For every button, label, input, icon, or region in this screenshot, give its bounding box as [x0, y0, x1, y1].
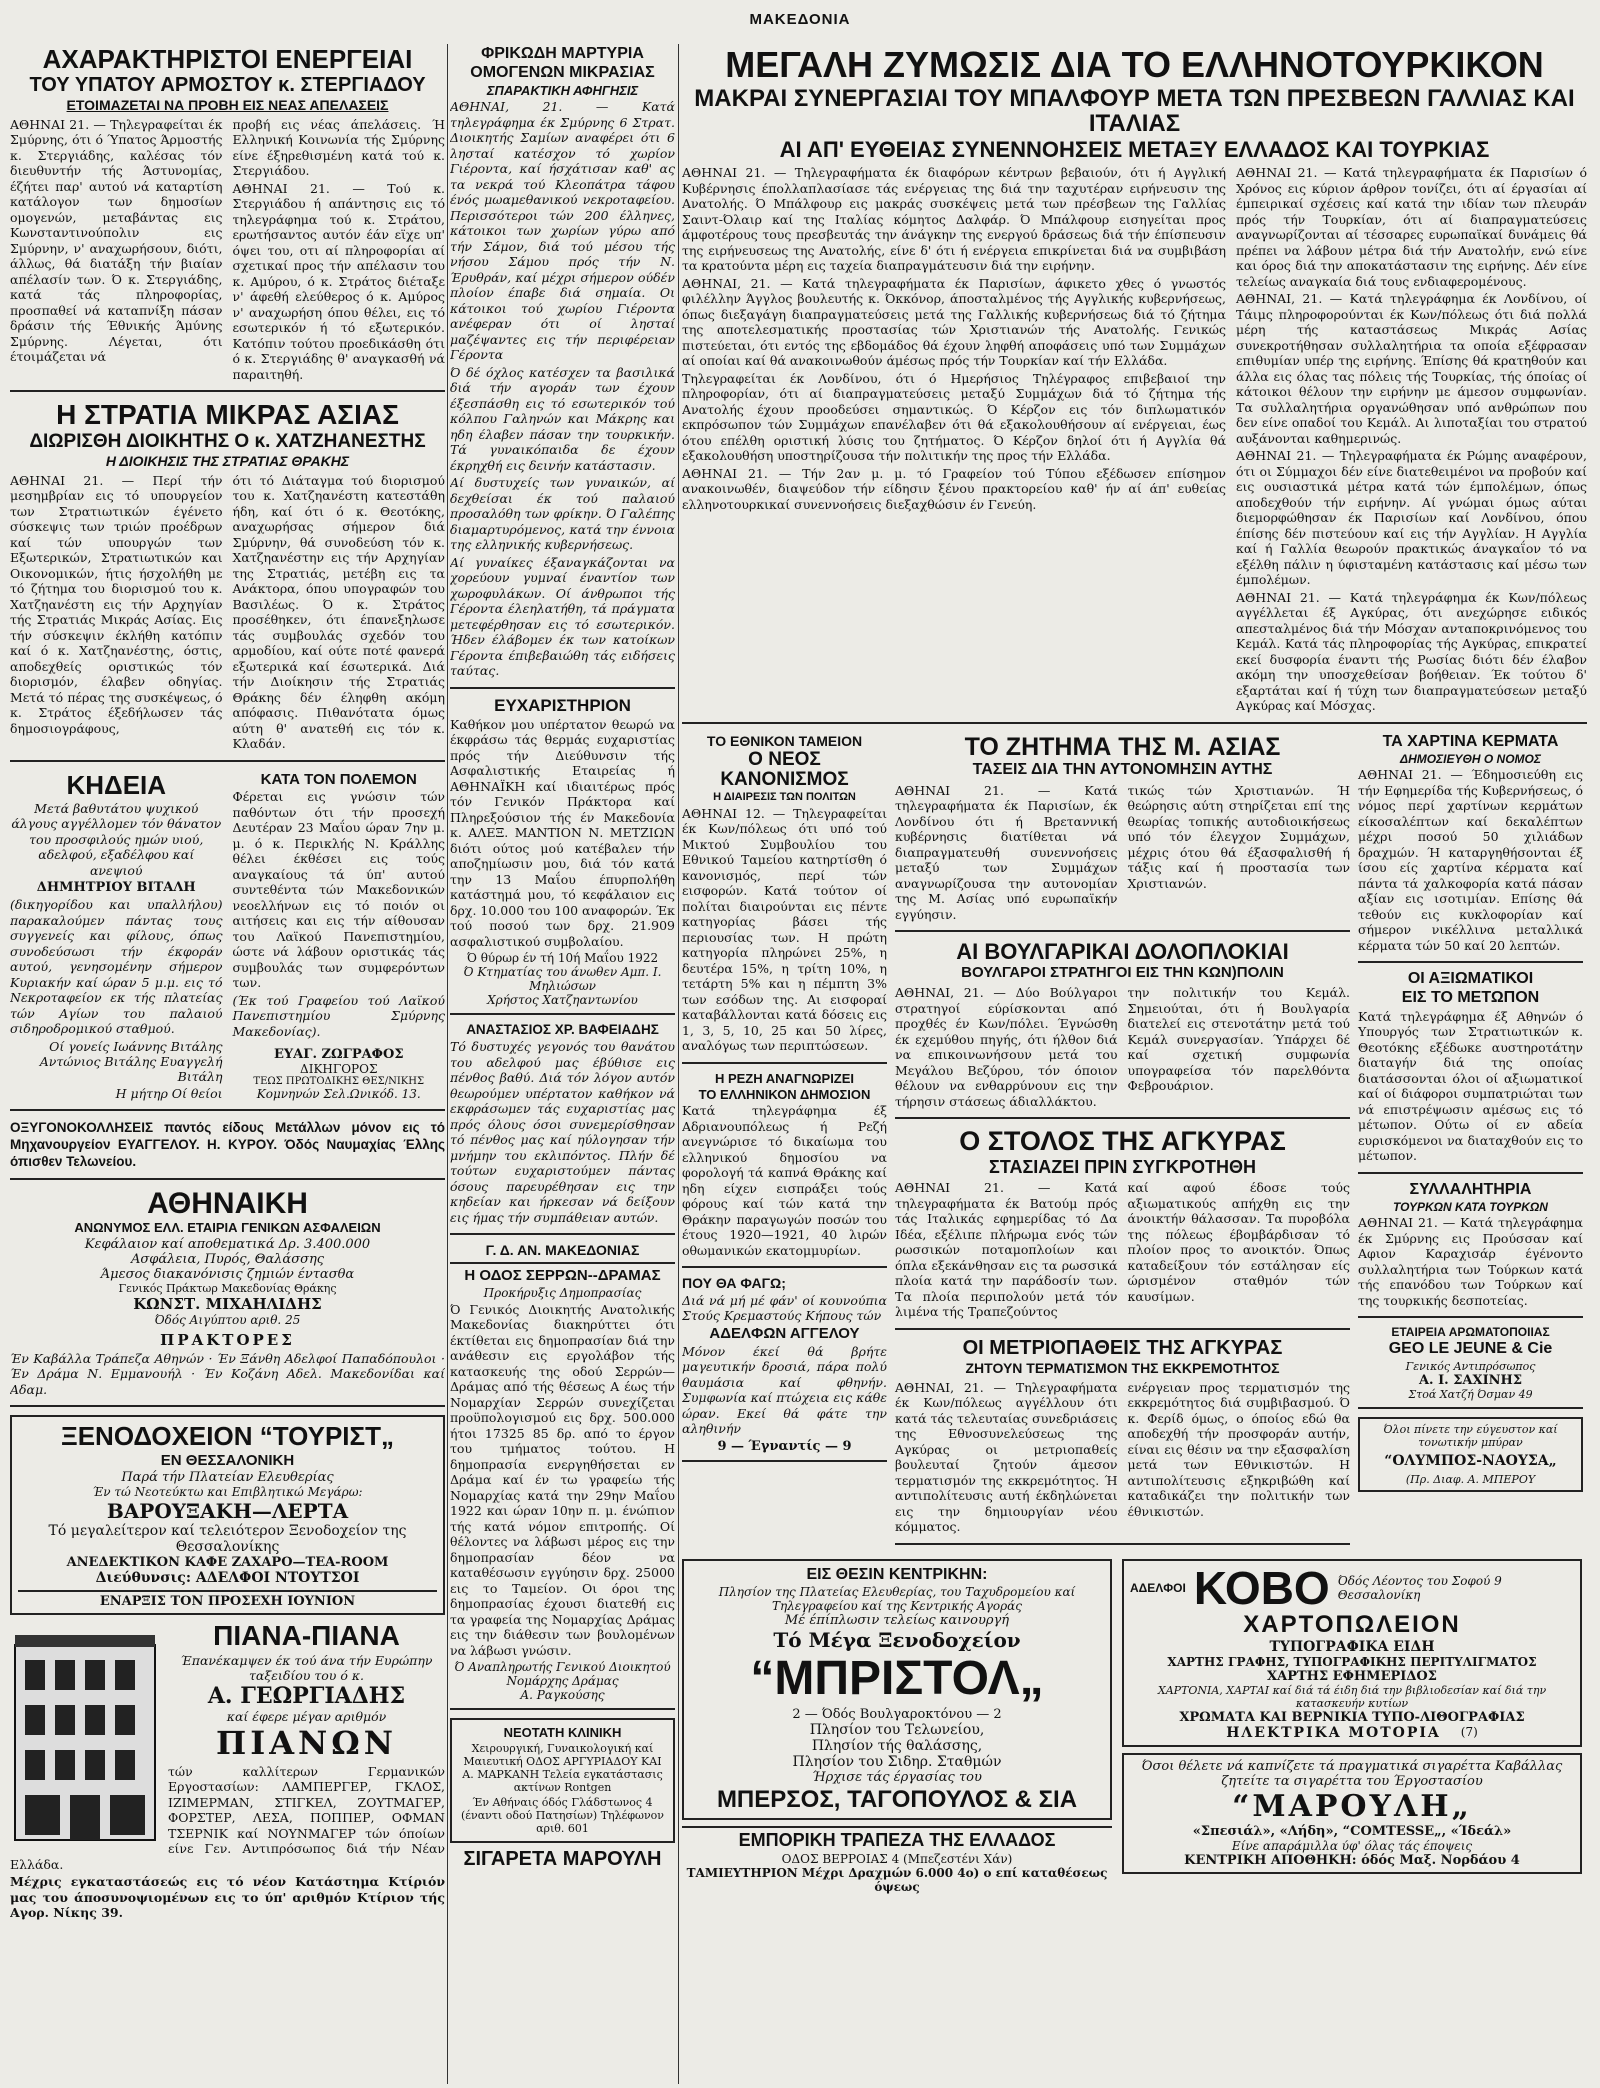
article-bulgarian-intrigues — [895, 940, 1350, 1119]
headline: ΤΟ ΕΛΛΗΝΙΚΟΝ ΔΗΜΟΣΙΟΝ — [698, 1086, 871, 1102]
article-text: Αί δυστυχείς των γυναικών, αί δεχθείσαι έκ τού παλαιού προσαλόθη των φρίκην. Ό Γαλέπης διαμαρτυρόμενος, κατά την έννοια της ελληνικής κυβερνήσεως. — [450, 475, 675, 553]
article-text: Τηλεγραφείται έκ Λονδίνου, ότι ό Ημερήσιος Τηλέγραφος επιβεβαιοί την πληροφορίαν, ότι αί διαπραγματεύσεις μεταξύ Συμμάχων διά τό ζήτημα τής Ανατολής έχουν προοδεύσει σημαντικώς. Ό Κέρζον εις τόν διπλωματικόν εκπρόσωπον τών Συμμάχων επανέλαβεν ότι θά εξακολουθήσουν αί ενέργειαι, έως ότου επέλθη οριστική λύσις του ζητήματος. Ό Κέρζον δηλοί ότι ή Αγγλία θά εξακολουθήση υποστηρίζουσα τήν πολιτικήν της προς τήν Ελλάδα. — [682, 370, 1227, 464]
lawyer-title: ΔΙΚΗΓΟΡΟΣ — [300, 1062, 378, 1077]
article-text: ότι τό Διάταγμα τού διορισμού του κ. Χατζηανέστη κατεστάθη ήδη, καί ότι ό κ. Θεοτόκης, αναχωρήσας σήμερον διά Σμύρνην, θά συνοδεύση τόν κ. Χατζηανέστην εις τήν Αρχηγίαν της Στρατιάς, μετέβη εις τα Ανάκτορα, όπου υπογραφών του Βασιλέως. Ό κ. Στράτος προσέθηκεν, ότι έπανεξηλωσε τάς συμβουλάς σχεδόν του αρμοδίου, καί ούτε ποτέ φανερά εξωτερικά καί έσωτερικά. Διά τήν Διοίκησιν τής Στρατιάς Θράκης δέν έληφθη ακόμη απόφασις. Πιθανότατα όμως αύτη θ' ανατεθή εις τόν κ. Κλαδάν. — [232, 472, 445, 751]
ad-name: “ΟΛΥΜΠΟΣ-ΝΑΟΥΣΑ„ — [1384, 1452, 1557, 1469]
article-ankara-moderates — [895, 1338, 1350, 1545]
article-army-asia-minor — [10, 400, 445, 761]
subcolumn-a — [682, 732, 887, 1553]
signature: Ό Αναπληρωτής Γενικού Διοικητού Νομάρχης Δράμας — [454, 1660, 671, 1689]
article-text: ΑΘΗΝΑΙ 21. — Κατά τηλεγραφήματα έκ Παρισίων ό Χρόνος εις κύριον άρθρον τονίζει, ότι αί έργασίαι αί έμπειρικαί σχέσεις καί κατά την ιδίαν των πλευράν πρός τήν Τουρκίαν, ότι αί διαπραγματεύσεις αναγνωρίζονται αί τέσσαρες ευρωπαϊκαί δυνάμεις θά πρέπει να λάβουν μέτρα διά τήν Ανατολήν, ενώ είνε και όρος διά την αποκατάστασιν της ειρήνης. Δέν είνε τελείως αναγκαία διά τους ενδιαφερομένους. — [1236, 165, 1587, 289]
signature: Οί γονείς Ιωάννης Βιτάλης Αντώνιος Βιτάλης Ευαγγελή Βιτάλη — [39, 1038, 223, 1084]
lawyer-address: Κομνηνών Σελ.Ωνικόδ. 13. — [256, 1087, 421, 1102]
column-left — [10, 44, 445, 2084]
article-ankara-fleet — [895, 1127, 1350, 1330]
ad-subtitle: ΠΡΑΚΤΟΡΕΣ — [160, 1330, 295, 1349]
headline: ΟΜΟΓΕΝΩΝ ΜΙΚΡΑΣΙΑΣ — [470, 63, 655, 81]
ad-name: ΑΔΕΛΦΩΝ ΑΓΓΕΛΟΥ — [709, 1324, 860, 1342]
article-text: ΑΘΗΝΑΙ, 21. — Κατά τηλεγράφημα έκ Σμύρνης 6 Στρατ. Διοικητής Σαμίων αναφέρει ότι 6 λησταί κατέσχον τό χωρίον Γιέροντα, καί ήσχάτισαν καθ' ας τα νεκρά τού Κλεοπάτρα τάφου ένός μωαμεθανικού νεκροταφείου. Περισσότεροι τών 200 έλληνες, κάτοικοι των χωρίων γύρω από τήν Σάμον, διά τού μέσου τής νήσου Σάμου πρός τήν Ν. Έρυθράν, καί μέχρι σήμερον ούδέν πλοίον έπαβε διά σημαία. Οι κάτοικοι τού χωρίου Γιέροντα ανέφεραν ότι οί λησταί μαζέψαντες εις τήν περιφέρειαν Γέροντα — [450, 99, 675, 363]
headline: ΤΑ ΧΑΡΤΙΝΑ ΚΕΡΜΑΤΑ — [1382, 732, 1559, 750]
headline: ΜΕΓΑΛΗ ΖΥΜΩΣΙΣ ΔΙΑ ΤΟ ΕΛΛΗΝΟΤΟΥΡΚΙΚΟΝ — [725, 44, 1544, 85]
notice-text: Τό δυστυχές γεγονός του θανάτου του αδελφού μας έβύθισε εις πένθος βαθύ. Διά τόν λόγον αυτόν θεωρούμεν υπέρτατον καθήκον νά εκφράσωμεν τάς ευχαριστίας μας πρός όλους όσοι συνεμερίσθησαν τό πένθος μας καί ηύλογησαν τήν μνήμην του εκλιπόντος. Πλήν δέ τούτων ευχαριστούμεν πάντας όσους παρευρέθησαν εις την κηδείαν και ήρκεσαν νά δείξουν εις ήμας τήν συμπάθειαν αυτών. — [450, 1039, 675, 1225]
ad-title: ΞΕΝΟΔΟΧΕΙΟΝ “ΤΟΥΡΙΣΤ„ — [60, 1421, 395, 1452]
article-text: ΑΘΗΝΑΙ, 21. — Κατά τηλεγράφημα έκ Λονδίνου, οί Τάιμς πληροφορούνται έκ Κων/πόλεως ότι διά πολλά μέρη τής καταστάσεως Μικράς Ασίας συνεκροτήθησαν συλλαλητήρια τα οποία εξέφρασαν επιθυμίαν υπέρ της ειρήνης. Έπίσης θά κρατηθούν και άλλα εις όλας τας πόλεις τής Τουρκίας, τής όποίας οί κάτοικοι θέλουν την ειρήνην με άμεσον συμφωνίαν. Τα συλλαλητήρια οργανώθησαν υπό ανθρώπων που δεν είνε οπαδοί του Κεμάλ. Αι λιποταξίαι του στρατού αυξάνονται καθημερινώς. — [1236, 291, 1587, 446]
article-text: ΑΘΗΝΑΙ 21. — Κατά τηλεγραφήματα έκ Παρισίων, έκ Λονδίνου ότι ή Βρεταννική κυβέρνησις διατίθεται νά διαπραγματευθή συνεννοήσεις μεταξύ των Συμμάχων αναγνωρίζουσα την αυτονομίαν της Μ. Ασίας υπό ευρωπαϊκήν εγγύησιν. — [895, 782, 1118, 922]
article-paper-coins — [1358, 734, 1583, 963]
ad-text: Τό Μέγα Ξενοδοχείον — [773, 1628, 1021, 1653]
headline: ΑΙ ΒΟΥΛΓΑΡΙΚΑΙ ΔΟΛΟΠΛΟΚΙΑΙ — [956, 939, 1289, 965]
article-text: ΑΘΗΝΑΙ 12. — Τηλεγραφείται έκ Κων/πόλεως ότι υπό τού Μικτού Συμβουλίου του Εθνικού Ταμείου κατηρτίσθη ό κανονισμός, περί τών εισφορών. Κατά τούτον οί πολίται διαιρούνται εις πέντε κατηγορίας βάσει τής περιουσίας των. Η πρώτη κατηγορία πληρώνει 25%, η δευτέρα 15%, η τρίτη 10%, η τετάρτη 5% και η πέμπτη 3% των εσόδων της. Αι εισφοραί καταβάλλονται κατά δόσεις εις 1, 3, 5, 10, 25 και 50 λίρες, αναλόγως των περιπτώσεων. — [682, 805, 887, 1054]
column-rule — [678, 44, 679, 2084]
ad-title: ΕΤΑΙΡΕΙΑ ΑΡΩΜΑΤΟΠΟΙΙΑΣ — [1391, 1325, 1550, 1340]
notice-text: Καθήκον μου υπέρτατον θεωρώ να έκφράσω τάς θερμάς ευχαριστίας πρός τήν Διεύθυνσιν τής Ασφαλιστικής Εταιρείας ή ΑΘΗΝΑΪΚΗ καί ιδιαιτέρως πρός τόν Γενικόν Πράκτορα καί Πληρεξούσιον τής έν Μακεδονία κ. ΑΛΕΞ. ΜΑΝΤΙΟΝ Ν. ΜΕΤΖΙΩΝ διότι ούτος μού κατέβαλεν τήν αποζημίωσιν μου, διά τόν κατά την 13 Μαΐου έπυρπολήθη κατάστημά μου, τό κεφάλαιον εις δρχ. 10.000 του 100 αναφορών. Έκ τού ποσού των δρχ. 21.909 ασφαλιστικού συμβολαίου. — [450, 716, 675, 949]
ad-text: Χειρουργική, Γυναικολογική καί Μαιευτική ΟΔΟΣ ΑΡΓΥΡΙΑΔΟΥ ΚΑΙ Α. ΜΑΡΚΑΝΗ Τελεία εγκατάστασις ακτίνων Rontgen — [462, 1741, 663, 1794]
notice-text: Μετά βαθυτάτου ψυχικού άλγους αγγέλλομεν τόν θάνατον του προσφιλούς ημών υιού, αδελφού, εξαδέλφου καί ανεψιού — [11, 800, 222, 878]
ad-text: Διεύθυνσις: ΑΔΕΛΦΟΙ ΝΤΟΥΤΣΟΙ — [95, 1570, 360, 1587]
headline: ΦΡΙΚΩΔΗ ΜΑΡΤΥΡΙΑ — [481, 45, 644, 62]
subheadline: ΣΤΑΣΙΑΖΕΙ ΠΡΙΝ ΣΥΓΚΡΟΤΗΘΗ — [989, 1156, 1256, 1177]
headline: Η ΟΔΟΣ ΣΕΡΡΩΝ--ΔΡΑΜΑΣ — [464, 1266, 661, 1284]
ad-text: Πλησίον του Τελωνείου, — [809, 1721, 985, 1738]
article-stergiadis — [10, 46, 445, 392]
article-text: Κατά τηλεγράφημα έξ Αθηνών ό Υπουργός των Στρατιωτικών κ. Θεοτόκης εξέδωκε αυστηροτάτην διαταγήν διά της οποίας διατάσσονται όλοι οί αξιωματικοί καί οί διάφοροι συμπατριώται των νά επιστρέψωσιν αμέσως εις τό μέτωπον. Ούτω οί εν αδεία ευρισκόμενοι να διαταχθούν εις το μέτωπον. — [1358, 1008, 1583, 1164]
article-text: Αί γυναίκες έξαναγκάζονται να χορεύουν γυμναί έναντίον των χωροφυλάκων. Οί άνθρωποι τής Γέροντα έλεηλατήθη, τά πράγματα μετεφέρθησαν εις τό εσωτερικόν. Ήδεν έλάβομεν έκ των κατοίκων Γέροντα έπιβεβαιώθη τάς ειδήσεις ταύτας. — [450, 554, 675, 679]
headline: ΚΑΤΑ ΤΟΝ ΠΟΛΕΜΟΝ — [260, 770, 417, 788]
ad-text: 2 — Όδός Βουλγαροκτόνου — 2 — [792, 1706, 1002, 1722]
agent-name: ΚΩΝΣΤ. ΜΙΧΑΗΛΙΔΗΣ — [133, 1294, 322, 1313]
war-notice — [233, 770, 446, 1103]
headline: ΣΥΛΛΑΛΗΤΗΡΙΑ — [1409, 1180, 1532, 1198]
ad-text: Πλησίον του Σιδηρ. Σταθμών — [792, 1753, 1002, 1770]
subheadline: ΑΙ ΑΠ' ΕΥΘΕΙΑΣ ΣΥΝΕΝΝΟΗΣΕΙΣ ΜΕΤΑΞΥ ΕΛΛΑΔΟΣ ΚΑΙ ΤΟΥΡΚΙΑΣ — [779, 137, 1490, 163]
subheadline: ΤΑΣΕΙΣ ΔΙΑ ΤΗΝ ΑΥΤΟΝΟΜΗΣΙΝ ΑΥΤΗΣ — [972, 761, 1273, 779]
headline: ΟΙ ΜΕΤΡΙΟΠΑΘΕΙΣ ΤΗΣ ΑΓΚΥΡΑΣ — [962, 1336, 1283, 1359]
ad-text: 9 — Έγναντίς — 9 — [717, 1438, 852, 1454]
notice-thanks — [450, 697, 675, 1015]
ad-text: Στοά Χατζή Όσμαν 49 — [1408, 1387, 1533, 1401]
article-asia-minor-question — [895, 734, 1350, 933]
ad-text: Όδός Λέοντος του Σοφού 9 Θεσσαλονίκη — [1337, 1573, 1502, 1602]
ad-text: ΑΔΕΛΦΟΙ — [1130, 1580, 1186, 1595]
ad-text: ΟΔΟΣ ΒΕΡΡΟΙΑΣ 4 (Μπεζεστένι Χάν) — [781, 1851, 1013, 1866]
ad-text: Μέ έπίπλωσιν τελείως καινουργή — [784, 1613, 1010, 1629]
article-text: ΑΘΗΝΑΙ 21. — Περί τήν μεσημβρίαν εις τό υπουργείον των Στρατιωτικών έγένετο σύσκεψις των τριών προέδρων καί τών υπουργών των Εξωτερικών, Στρατιωτικών και Οικονομικών, ήτις ήσχολήθη με τό ζήτημα του διορισμού του κ. Χατζηανέστη εις τήν Αρχηγίαν τής Στρατιάς Μικράς Ασίας. Εις τήν σύσκεψιν έκλήθη κατόπιν καί ό κ. Χατζηανέστης, όστις, αποδεχθείς οριστικώς τόν διορισμόν, έλαβεν οδηγίας. Μετά τό πέρας της συσκέψεως, ό κ. Στράτος έξεδήλωσεν τάς δημοσιογράφους, — [10, 472, 223, 736]
building-illustration — [10, 1625, 160, 1845]
ad-name: “ΜΑΡΟΥΛΗ„ — [1232, 1788, 1472, 1824]
ad-text: Έν τώ Νεοτεύκτω και Επιβλητικώ Μεγάρω: — [92, 1485, 363, 1500]
ad-welding — [10, 1119, 445, 1180]
headline: ΤΟ ΖΗΤΗΜΑ ΤΗΣ Μ. ΑΣΙΑΣ — [964, 732, 1281, 761]
article-text: Ό δέ όχλος κατέσχεν τα βασιλικά διά τήν αγοράν των έχουν έξεσπάσθη εις τό εσωτερικόν τού κόλπου Γαληνών και Μάκρης και ηδη έλαβεν πάσαν την τουρκικήν. Τά γυναικόπαιδα δε έχουν έκρηχθή εις δεινήν κατάστασιν. — [450, 364, 675, 473]
article-greco-turkish — [682, 46, 1587, 724]
article-text: ΑΘΗΝΑΙ 21. — Τηλεγραφήματα έκ διαφόρων κέντρων βεβαιούν, ότι ή Αγγλική Κυβέρνησις έπολλαπλασίασε τάς ενέργειας της διά την ταχυτέραν ειρήνευσιν της Ανατολής. Ό Μπάλφουρ εις μακράς συσκέψεις μετά των πρέσβεων της Γαλλίας Σαιντ-Όλαιρ καί της Ιταλίας κόμητος Δαλφάρ. Ό Μπάλφουρ εισηγείται προς άμφοτέρους τους πρεσβευτάς την άνάγκην της ενεργού δράσεως διά τήν έπίσπευσιν της ειρήνευσεως της Ανατολής, είνε δ' ότι ή ενέργεια επικρίνεται διά να συμβιβάση τα κρατούντα μέρη εις ταχεία διαπραγμάτευσιν διά την ειρήνην. — [682, 165, 1227, 274]
ad-name: GEO LE JEUNE & Cie — [1388, 1339, 1553, 1357]
subheadline: ΜΑΚΡΑΙ ΣΥΝΕΡΓΑΣΙΑΙ ΤΟΥ ΜΠΑΛΦΟΥΡ ΜΕΤΑ ΤΩΝ ΠΡΕΣΒΕΩΝ ΓΑΛΛΙΑΣ ΚΑΙ ΙΤΑΛΙΑΣ — [694, 84, 1575, 137]
ad-text: Πλησίον της Πλατείας Ελευθερίας, του Ταχυδρομείου καί Τηλεγραφείου καί της Κεντρικής Αγοράς — [718, 1585, 1076, 1614]
article-national-fund — [682, 734, 887, 1064]
subheadline: Η ΔΙΑΙΡΕΣΙΣ ΤΩΝ ΠΟΛΙΤΩΝ — [713, 791, 856, 804]
ad-text: ΑΝΕΔΕΚΤΙΚΟΝ ΚΑΦΕ ΖΑΧΑΡΟ—ΤΕΑ-ROOM — [66, 1555, 389, 1571]
ad-text: ΤΥΠΟΓΡΑΦΙΚΑ ΕΙΔΗ — [1269, 1638, 1435, 1655]
ad-hotel-tourist — [10, 1415, 445, 1615]
ad-text: Τό μεγαλείτερον καί τελειότερον Ξενοδοχείον της Θεσσαλονίκης — [48, 1523, 407, 1556]
subheadline: Προκήρυξις Δημοπρασίας — [483, 1285, 642, 1300]
ad-subtitle: ΕΝ ΘΕΣΣΑΛΟΝΙΚΗ — [160, 1451, 295, 1469]
subheadline: ΒΟΥΛΓΑΡΟΙ ΣΤΡΑΤΗΓΟΙ ΕΙΣ ΤΗΝ ΚΩΝ)ΠΟΛΙΝ — [961, 964, 1284, 982]
article-regie — [682, 1072, 887, 1268]
ad-text: ΧΑΡΤΟΝΙΑ, ΧΑΡΤΑΙ καί διά τά έιδη διά την βιβλιοδεσίαν καί διά την κατασκευήν κυτίων — [1157, 1683, 1547, 1710]
ad-text: Μέχρις εγκαταστάσεώς εις τό νέον Κατάστημα Κτίριόν μας του άποσυνοψιομένων εις το ύπ' αριθμόν Κτίριον τής Αγορ. Νίκης 39. — [10, 1874, 445, 1921]
bottom-ads-row — [682, 1559, 1587, 1894]
ad-text: ΧΡΩΜΑΤΑ ΚΑΙ ΒΕΡΝΙΚΙΑ ΤΥΠΟ-ΛΙΘΟΓΡΑΦΙΑΣ — [1179, 1709, 1525, 1725]
ad-title: ΕΜΠΟΡΙΚΗ ΤΡΑΠΕΖΑ ΤΗΣ ΕΛΛΑΔΟΣ — [682, 1826, 1112, 1850]
ad-title: ΣΙΓΑΡΕΤΑ ΜΑΡΟΥΛΗ — [463, 1847, 662, 1870]
article-text: προβή εις νέας άπελάσεις. Ή Ελληνική Κοινωνία τής Σμύρνης είνε έξηρεθισμένη κατά τού κ. Στεργιάδου. — [232, 116, 445, 179]
notice-date: Ό θύρωρ έν τή 10ή Μαΐου 1922 — [466, 951, 659, 966]
ad-text: (Πρ. Διαφ. Α. ΜΠΕΡΟΥ — [1405, 1472, 1536, 1486]
ad-title: ΠΟΥ ΘΑ ΦΑΓΩ; — [682, 1275, 786, 1292]
headline: ΟΙ ΑΞΙΩΜΑΤΙΚΟΙ — [1407, 970, 1534, 988]
column-rule — [447, 44, 448, 2084]
headline: ΕΥΧΑΡΙΣΤΗΡΙΟΝ — [494, 695, 631, 715]
column-middle — [450, 44, 675, 2084]
article-rallies — [1358, 1182, 1583, 1318]
masthead: ΜΑΚΕΔΟΝΙΑ — [749, 11, 851, 28]
ad-text: ΤΑΜΙΕΥΤΗΡΙΟΝ Μέχρι Δραχμών 6.000 4ο) ο επί καταθέσεως όψεως — [686, 1865, 1108, 1894]
notice-road-tender — [450, 1243, 675, 1710]
ad-beer — [1358, 1417, 1583, 1492]
ad-text: Όλοι πίνετε την εύγευστον καί τονωτικήν μπύραν — [1383, 1422, 1558, 1449]
article-text: ΑΘΗΝΑΙ 21. — Τηλεγραφήματα έκ Ρώμης αναφέρουν, ότι οι Σύμμαχοι δέν είνε διατεθειμένοι να προβούν καί εις ουσιαστικά μέτρα κατά τών έμπολέμων, όπως αποδεχθούν τήν ειρήνην. Αί γνώμαι όμως αύται διεμορφώθησαν έκ Παρισίων καί Λονδίνου, όπου έπίσης δέν πιστεύουν καί εις τήν Αγγλίαν. Η Αγγλία καί ή Γαλλία θεωρούν πρακτικώς άναγκαΐον τό να εξέλθη πάλιν η ύφισταμένη κατάστασις καί μέσω των έμπολέμων. — [1236, 448, 1587, 588]
headline: ΚΗΔΕΙΑ — [66, 769, 167, 800]
subheadline: ΕΤΟΙΜΑΖΕΤΑΙ ΝΑ ΠΡΟΒΗ ΕΙΣ ΝΕΑΣ ΑΠΕΛΑΣΕΙΣ — [66, 97, 389, 114]
article-text: την πολιτικήν του Κεμάλ. Σημειούται, ότι ή Βουλγαρία διατελεί εις στενοτάτην μετά τού Κεμάλ συνεργασίαν. Ύπάρχει δέ καί σχετική συμφωνία υπογραφείσα τόν παρελθόντα Φεβρουάριον. — [1127, 985, 1350, 1094]
article-text: ΑΘΗΝΑΙ, 21. — Κατά τηλεγραφήματα έκ Παρισίων, άφικετο χθες ό γνωστός φιλέλλην Άγγλος βουλευτής κ. Όκκόνορ, άποσταλμένος τής Αγγλικής κυβερνήσεως, όπως διεξαγάγη διαπραγματεύσεις μετά της Γαλλικής κυβερνήσεως διά τό ζήτημα της αποτελεσματικής προστασίας τών Χριστιανών τής Ανατολής. Γενικώς πιστεύεται, ότι εντός της εβδομάδος θά έχουν ληφθή αποφάσεις υπό των Συμμάχων αί οποίαι καί θά ανακοινωθούν άμέσως πρός τήν Τουρκίαν καί τήν Ελλάδα. — [682, 275, 1227, 369]
ad-text: Γενικός Πράκτωρ Μακεδονίας Θράκης — [118, 1281, 337, 1295]
ad-text: Έν Καβάλλα Τράπεζα Αθηνών · Έν Ξάνθη Αδελφοί Παπαδόπουλοι · Έν Δράμα Ν. Εμμανουήλ · Έν Κοζάνη Αδελ. Μακεδονίδαι καί Αδαμ. — [10, 1350, 445, 1397]
notice-text: Φέρεται εις γνώσιν τών παθόντων ότι τήν προσεχή Δευτέραν 23 Μαΐου ώραν 7ην μ. μ. ό κ. Περικλής Ν. Κράλλης θέλει έκθέσει εις τούς αναγκαίους τά ύπ' αυτού συντεθέντα τών Μακεδονικών νεοελλήνων εις τό ποιόν οι αιτήσεις και εις τήν αίθουσαν του Λαϊκού Πανεπιστημίου, ώστε νά λάβουν οριστικάς τάς συμβουλάς των συμφερόντων των. — [232, 789, 445, 991]
ad-subtitle: ΑΝΩΝΥΜΟΣ ΕΛΛ. ΕΤΑΙΡΙΑ ΓΕΝΙΚΩΝ ΑΣΦΑΛΕΙΩΝ — [74, 1220, 381, 1236]
subheadline: ΔΗΜΟΣΙΕΥΘΗ Ο ΝΟΜΟΣ — [1400, 751, 1541, 766]
ad-text: Παρά τήν Πλατείαν Ελευθερίας — [121, 1470, 334, 1486]
signature: Ό Κτηματίας του άνωθεν Αμπ. Ι. Μηλιώσων — [463, 965, 662, 994]
subcolumn-c — [1358, 732, 1583, 1553]
ad-big-word: ΠΙΑΝΩΝ — [216, 1723, 397, 1762]
ad-pianos — [10, 1621, 445, 1920]
headline: Η ΡΕΖΗ ΑΝΑΓΝΩΡΙΖΕΙ — [714, 1070, 855, 1086]
notice-text: (Έκ τού Γραφείου τού Λαϊκού Πανεπιστημίου Σμύρνης Μακεδονίας). — [232, 992, 445, 1039]
ad-text: Γενικός Αντιπρόσωπος — [1405, 1359, 1536, 1373]
article-text: ενέργειαν προς τερματισμόν της εκκρεμότητος διά συμβιβασμού. Ό κ. Φερίδ όμως, ο όποίος εδώ θα αποδεχθή τήν προσφοράν αυτήν, είναι εις θέσιν να την εξασφαλίση μετά των Εθνικιστών. Η αντιπολίτευσις εξηκριβώθη καί καταδικάζει την πολιτικήν των έθνικιστών. — [1127, 1379, 1350, 1519]
ad-title: ΠΙΑΝΑ-ΠΙΑΝΑ — [213, 1620, 400, 1652]
ad-text: ΧΑΡΤΗΣ ΓΡΑΦΗΣ, ΤΥΠΟΓΡΑΦΙΚΗΣ ΠΕΡΙΤΥΛΙΓΜΑΤΟΣ — [1167, 1654, 1537, 1669]
ad-bristol — [682, 1559, 1112, 1894]
article-text: ΑΘΗΝΑΙ 21. — Κατά τηλεγραφήματα έκ Βατούμ πρός τάς Ιταλικάς εφημερίδας τό Δα Ιδέα, εξέλιπε πλήρωμα ενός τών ρωσσικών ποταμοπλοίων και όπλα εξεκάνθησαν εις τα ρωσσικά πλοία κατά την παράδοσίν των. Τα πλοία περιπολούν μετά τόν λιμένα τής Τραπεζούντος — [895, 1180, 1118, 1320]
ad-title: ΑΘΗΝΑΙΚΗ — [147, 1186, 308, 1220]
ad-text: Διά νά μή μέ φάν' οί κουνούπια Στούς Κρεμαστούς Κήπους τών — [682, 1292, 887, 1324]
ad-clinic — [450, 1718, 675, 1843]
article-text: ΑΘΗΝΑΙ, 21. — Δύο Βούλγαροι στρατηγοί εύρίσκονται από προχθές έν Κων/πόλει. Έγνώσθη έκ εχεμύθου πηγής, ότι ήλθον διά να επικοινωνήσουν μετά του Μεγάλου Βεζύρου, τόν όποιον θέλουν να ενθαρρύνουν εις την τήρησιν στάσεως άδιαλλάκτου. — [895, 985, 1118, 1109]
article-text: ΑΘΗΝΑΙ 21. — Τηλεγραφείται έκ Σμύρνης, ότι ό Ύπατος Άρμοστής κ. Στεργιάδης, καλέσας τόν διευθυντήν τής Άστυνομίας, έζήτει παρ' αυτού νά καταρτίση κατάλογον των δημοσίων ομογενών, μεταβάντας εις Κωνσταντινούπολιν εις Σμύρνην, ν' αναχωρήσουν, διότι, άλλως, θά διατάξη τήν βιαίαν απέλασίν των. Ό κ. Στεργιάδης, κατά τάς πληροφορίας, προσπαθεί νά καταπνίξη πάσαν δράσιν τής Έθνικής Άμύνης Σμύρνης. Λέγεται, ότι έτοιμάζεται νά — [10, 116, 223, 365]
ad-insurance — [10, 1188, 445, 1408]
ad-text: Έπανέκαμψεν έκ τού άνα τήν Ευρώπην ταξειδίου του ό κ. — [180, 1652, 433, 1683]
headline: ΤΟ ΕΘΝΙΚΟΝ ΤΑΜΕΙΟΝ — [706, 732, 863, 749]
ad-kovo — [1122, 1559, 1582, 1747]
ad-text: Άμεσος διακανόνισις ζημιών έντασθα — [100, 1266, 355, 1282]
ad-title: ΝΕΟΤΑΤΗ ΚΛΙΝΙΚΗ — [503, 1725, 622, 1741]
headline: ΑΧΑΡΑΚΤΗΡΙΣΤΟΙ ΕΝΕΡΓΕΙΑΙ — [42, 44, 413, 74]
subheadline: ΤΟΥΡΚΩΝ ΚΑΤΑ ΤΟΥΡΚΩΝ — [1393, 1199, 1548, 1214]
notice-vafeiadis — [450, 1023, 675, 1235]
ad-restaurant — [682, 1276, 887, 1461]
article-text: ΑΘΗΝΑΙ 21. — Κατά τηλεγράφημα έκ Σμύρνης εις Προύσσαν καί Αφιον Καραχισάρ έγένοντο συλλαλητήρια των Τούρκων κατά τής επανόδου των Τούρκων καί της τουρκικής δεσποτείας. — [1358, 1215, 1583, 1308]
notice-text: (δικηγορίδου και υπαλλήλου) παρακαλούμεν πάντας τους συγγενείς και φίλους, όπως συνοδεύσωσι τήν έκφοράν αυτού, γενησομένην σήμερον Κυριακήν καί ώραν 5 μ.μ. εις τό Νεκροταφείον εκ τής πλατείας τών Αγίων του παλαιού σιδηροδρομικού σταθμού. — [10, 897, 223, 1037]
article-text: ΑΘΗΝΑΙ 21. — Τού κ. Στεργιάδου ή απάντησις εις τό τηλεγράφημα τού κ. Στράτου, ερωτήσαντος αυτόν έάν εϊχε υπ' όψει του, οτι αί πληροφορίαι αί σχετικαί προς τήν απέλασιν του κ. Αμύρου, ό κ. Στράτος διέταξε ν' άφεθή ελεύθερος ό κ. Αμύρος ν' αναχωρήση όπου θέλει, εις τό εσωτερικόν ή τό εξωτερικόν. Κατόπιν τούτου προεδικάσθη ότι ό κ. Στεργιάδης θ' αναγκασθή νά παραιτηθή. — [232, 180, 445, 382]
headline: Γ. Δ. ΑΝ. ΜΑΚΕΔΟΝΙΑΣ — [485, 1242, 640, 1259]
deceased-name: ΔΗΜΗΤΡΙΟΥ ΒΙΤΑΛΗ — [36, 880, 196, 896]
ad-text: Όσοι θέλετε νά καπνίζετε τά πραγματικά σιγαρέττα Καβάλλας ζητείτε τα σιγαρέττα του Έργοστασίου — [1141, 1758, 1563, 1789]
article-text: ΑΘΗΝΑΙ 21. — Κατά τηλεγράφημα έκ Κων/πόλεως αγγέλλεται έξ Αγκύρας, ότι ανεχώρησε ειδικός απεσταλμένος διά τήν Μόσχαν ανταποκρινόμενος του Κεμάλ. Κατά τάς πληροφορίας τής Αγκύρας, επικρατεί εκεί δυσφορία έναντι τής Ρωσίας διότι δέν έλαβον ακόμη την υποσχεθείσαν βοήθειαν. Έκ τούτου δ' εξαρτάται καί ή τύχη των διαπραγματεύσεων μεταξύ Αγκύρας καί Μόσχας. — [1236, 589, 1587, 714]
signature: Χρήστος Χατζηαντωνίου — [487, 993, 638, 1008]
article-atrocities — [450, 46, 675, 689]
notices-row — [10, 770, 445, 1111]
column-right — [682, 44, 1587, 2084]
article-officers — [1358, 971, 1583, 1174]
ad-text: ΧΑΡΤΟΠΩΛΕΙΟΝ — [1243, 1610, 1461, 1638]
article-text: καί αφού έδοσε τούς αξιωματικούς απήχθη εις την άνοικτήν θάλασσαν. Τα πυροβόλα της πόλεως έβομβάρδισαν τό πλοίον προς το ανοικτόν. Όπως καταδείξουν τόν εστάλησαν είς ώρισμένον σταθμόν τών καυσίμων. — [1127, 1180, 1350, 1304]
notice-text: Ό Γενικός Διοικητής Ανατολικής Μακεδονίας διακηρύττει ότι έκτίθεται εις δημοπρασίαν διά την ανάθεσιν εις εργολάβον τής κατασκευής της οδού Σερρών—Δράμας από τής θέσεως Α έως τήν Νομαρχίαν Σερρών συνεχίζεται προϋπολογισμού εις δρχ. 500.000 ήτοι 17325 85 δρ. από το έργον του τμήματος τούτου. Η δημοπρασία ενεργηθήσεται εν Δράμα καί έν τω γραφείω τής Νομαρχίας κατά την 29ην Μαΐου 1922 και ώραν 10ην π. μ. ένώπιον τής κατά νόμον επιτροπής. Οί θέλοντες να λάβωσι μέρος εις την δημοπρασίαν δέον να καταθέσωσιν εγγύησιν δρχ. 25000 εις το Ταμείον. Οι όροι της δημοπρασίας έχουσι διατεθή εις τα γραφεία της Νομαρχίας Δράμας εις την διάθεσιν των βουλομένων να λάβωσι γνώσιν. — [450, 1301, 675, 1658]
ad-owners: ΜΠΕΡΣΟΣ, ΤΑΓΟΠΟΥΛΟΣ & ΣΙΑ — [716, 1785, 1078, 1813]
ads-right-stack — [1122, 1559, 1582, 1894]
subheadline: ΖΗΤΟΥΝ ΤΕΡΜΑΤΙΣΜΟΝ ΤΗΣ ΕΚΚΡΕΜΟΤΗΤΟΣ — [965, 1359, 1280, 1376]
ad-text: (7) — [1460, 1724, 1478, 1739]
ad-text: Ασφάλεια, Πυρός, Θαλάσσης — [130, 1251, 325, 1267]
ad-maroulis — [1122, 1753, 1582, 1874]
article-text: ΑΘΗΝΑΙ, 21. — Τηλεγραφήματα έκ Κων/πόλεως αγγέλλουν ότι κατά τάς τελευταίας συνεδριάσεις της Εθνοσυνελεύσεως της Αγκύρας οι μετριοπαθείς βουλευταί ζητούν άμεσον τερματισμόν της εκκρεμότητος. Ή αντιπολίτευσις αυτή έκδηλώνεται εις την δημιουργίαν νέου κόμματος. — [895, 1379, 1118, 1535]
headline: ΑΝΑΣΤΑΣΙΟΣ ΧΡ. ΒΑΦΕΙΑΔΗΣ — [466, 1022, 659, 1038]
article-text: Κατά τηλεγράφημα έξ Αδριανουπόλεως ή Ρεζή ανεγνώρισε τό δικαίωμα του ελληνικού δημοσίου να φορολογή τά καπνά Θράκης καί ηδη είχεν εισπράξει τούς φόρους καί τών κατά την Θράκην παραγωγών ποσών του έτους 1920—1921, 40 λιρών οθωμανικών εκατομμυρίων. — [682, 1103, 887, 1258]
ad-text: ΚΕΝΤΡΙΚΗ ΑΠΟΘΗΚΗ: όδός Μαξ. Νορδάου 4 — [1184, 1852, 1520, 1868]
ad-text: Ήρχισε τάς έργασίας του — [812, 1769, 982, 1785]
headline: Ο ΝΕΟΣ ΚΑΝΟΝΙΣΜΟΣ — [720, 749, 849, 791]
ad-text: καί έφερε μέγαν αριθμόν — [226, 1708, 387, 1724]
headline: ΤΟΥ ΥΠΑΤΟΥ ΑΡΜΟΣΤΟΥ κ. ΣΤΕΡΓΙΑΔΟΥ — [29, 74, 426, 97]
headline: Ο ΣΤΟΛΟΣ ΤΗΣ ΑΓΚΥΡΑΣ — [959, 1126, 1286, 1157]
ad-name: ΚΟΒΟ — [1193, 1561, 1330, 1614]
ad-name: Α. ΓΕΩΡΓΙΑΔΗΣ — [207, 1682, 406, 1709]
ad-text: Όδός Αιγύπτου αριθ. 25 — [154, 1312, 301, 1327]
lawyer-name: ΕΥΑΓ. ΖΩΓΡΑΦΟΣ — [273, 1047, 404, 1063]
ad-text: Κεφάλαιον καί αποθεματικά Δρ. 3.400.000 — [84, 1236, 371, 1252]
ad-text: Μόνον έκεί θά βρήτε μαγευτικήν δροσιά, πάρα πολύ θαυμάσια καί φθηνήν. Συμφωνία καί πτώχεια εις κάθε ώραν. Εκεί θά φάτε την αληθινήν — [682, 1343, 887, 1437]
article-text: ΑΘΗΝΑΙ 21. — Έδημοσιεύθη εις τήν Εφημερίδα τής Κυβερνήσεως, ό νόμος περί χαρτίνων κερμάτων είκοσαλέπτων καί δεκαλέπτων μέχρι ποσού 50 χιλιάδων δραχμών. Ή καταργηθήσονται έξ ίσου είς χαρτίνα κέρματα καί πάντα τά χαλκοφορία κατά πάσαν αξίαν εις ισοτιμίαν. Επίσης θά τεθούν εις κυκλοφορίαν καί σήμερον νικέλλινα μεταλλικά κέρματα τών 50 καί 20 λεπτών. — [1358, 767, 1583, 953]
headline: Η ΣΤΡΑΤΙΑ ΜΙΚΡΑΣ ΑΣΙΑΣ — [56, 399, 399, 431]
ad-text: τών καλλίτερων Γερμανικών Εργοστασίων: ΛΑΜΠΕΡΓΕΡ, ΓΚΛΟΣ, ΙΖΙΜΕΡΜΑΝ, ΣΤΙΓΚΕΛ, ΖΟΥΤΜΑΓΕΡ, ΦΟΡΣΤΕΡ, ΛΕΣΑ, ΠΟΠΠΕΡ, ΟΦΜΑΝ ΤΣΕΡΝΙΚ καί ΝΟΥΝΜΑΓΕΡ τών όποίων είνε Γεν. Αντιπρόσωπος διά τήν Νέαν Ελλάδα. — [10, 1763, 445, 1872]
ad-text: ΧΑΡΤΗΣ ΕΦΗΜΕΡΙΔΟΣ — [1267, 1668, 1437, 1684]
subheadline: ΣΠΑΡΑΚΤΙΚΗ ΑΦΗΓΗΣΙΣ — [486, 82, 639, 98]
ad-text: Είνε απαράμιλλα ύφ' όλας τάς έποψεις — [1231, 1838, 1473, 1853]
signature: Η μήτηρ Οί θείοι — [115, 1085, 223, 1101]
lawyer-title: ΤΕΩΣ ΠΡΩΤΟΔΙΚΗΣ ΘΕΣ/ΝΙΚΗΣ — [253, 1076, 425, 1088]
ad-perfumery — [1358, 1326, 1583, 1408]
article-text: ΑΘΗΝΑΙ 21. — Τήν 2αν μ. μ. τό Γραφείον τού Τύπου εξέδωσεν επίσημον ανακοινωθέν, διαψεύδον τήν είδησιν ξένου πρακτορείου καθ' ήν αί άπ' ευθείας ελληνοτουρκικαί συνεννοήσεις διεξαχθώσιν έν Γενεύη. — [682, 465, 1227, 512]
funeral-notice — [10, 770, 223, 1103]
ad-text: Πλησίον τής θαλάσσης, — [811, 1737, 983, 1754]
signature: Α. Ραγκούσης — [520, 1688, 605, 1703]
article-text: τικώς τών Χριστιανών. Ή θεώρησις αύτη στηρίζεται επί της θεωρίας τοπικής αυτοδιοικήσεως υπό τόν έλεγχον Συμμάχων, μέχρις ότου θά έξασφαλισθή ή τάξις καί ή προστασία των Χριστιανών. — [1127, 782, 1350, 891]
subcolumn-b — [895, 732, 1350, 1553]
ad-text: ΒΑΡΟΥΞΑΚΗ—ΛΕΡΤΑ — [106, 1499, 349, 1524]
ad-text: ΟΞΥΓΟΝΟΚΟΛΛΗΣΕΙΣ παντός είδους Μετάλλων μόνον εις τό Μηχανουργείον ΕΥΑΓΓΕΛΟΥ. Η. ΚΥΡΟΥ. Όδός Ναυμαχίας Έλλης όπισθεν Τελωνείου. — [10, 1119, 445, 1169]
subheadline: Η ΔΙΟΙΚΗΣΙΣ ΤΗΣ ΣΤΡΑΤΙΑΣ ΘΡΑΚΗΣ — [105, 452, 350, 469]
lower-right-section — [682, 732, 1587, 1553]
ad-text: ΕΙΣ ΘΕΣΙΝ ΚΕΝΤΡΙΚΗΝ: — [806, 1565, 988, 1583]
ad-text: Α. Ι. ΣΑΧΙΝΗΣ — [1418, 1372, 1523, 1388]
ad-text: Έν Αθήναις όδός Γλάδστωνος 4 (έναντι οδού Πατησίων) Τηλέφωνον αριθ. 601 — [461, 1795, 664, 1835]
subheadline: ΔΙΩΡΙΣΘΗ ΔΙΟΙΚΗΤΗΣ Ο κ. ΧΑΤΖΗΑΝΕΣΤΗΣ — [29, 430, 426, 452]
ad-text: ΕΝΑΡΞΙΣ ΤΟΝ ΠΡΟΣΕΧΗ ΙΟΥΝΙΟΝ — [18, 1590, 437, 1609]
ad-name: “ΜΠΡΙΣΤΟΛ„ — [750, 1652, 1044, 1706]
ad-text: ΗΛΕΚΤΡΙΚΑ ΜΟΤΟΡΙΑ — [1226, 1724, 1441, 1741]
ad-text: «Σπεσιάλ», «Λήδη», “COMTESSE„, «Ίδεάλ» — [1192, 1823, 1512, 1839]
headline: ΕΙΣ ΤΟ ΜΕΤΩΠΟΝ — [1401, 988, 1540, 1006]
